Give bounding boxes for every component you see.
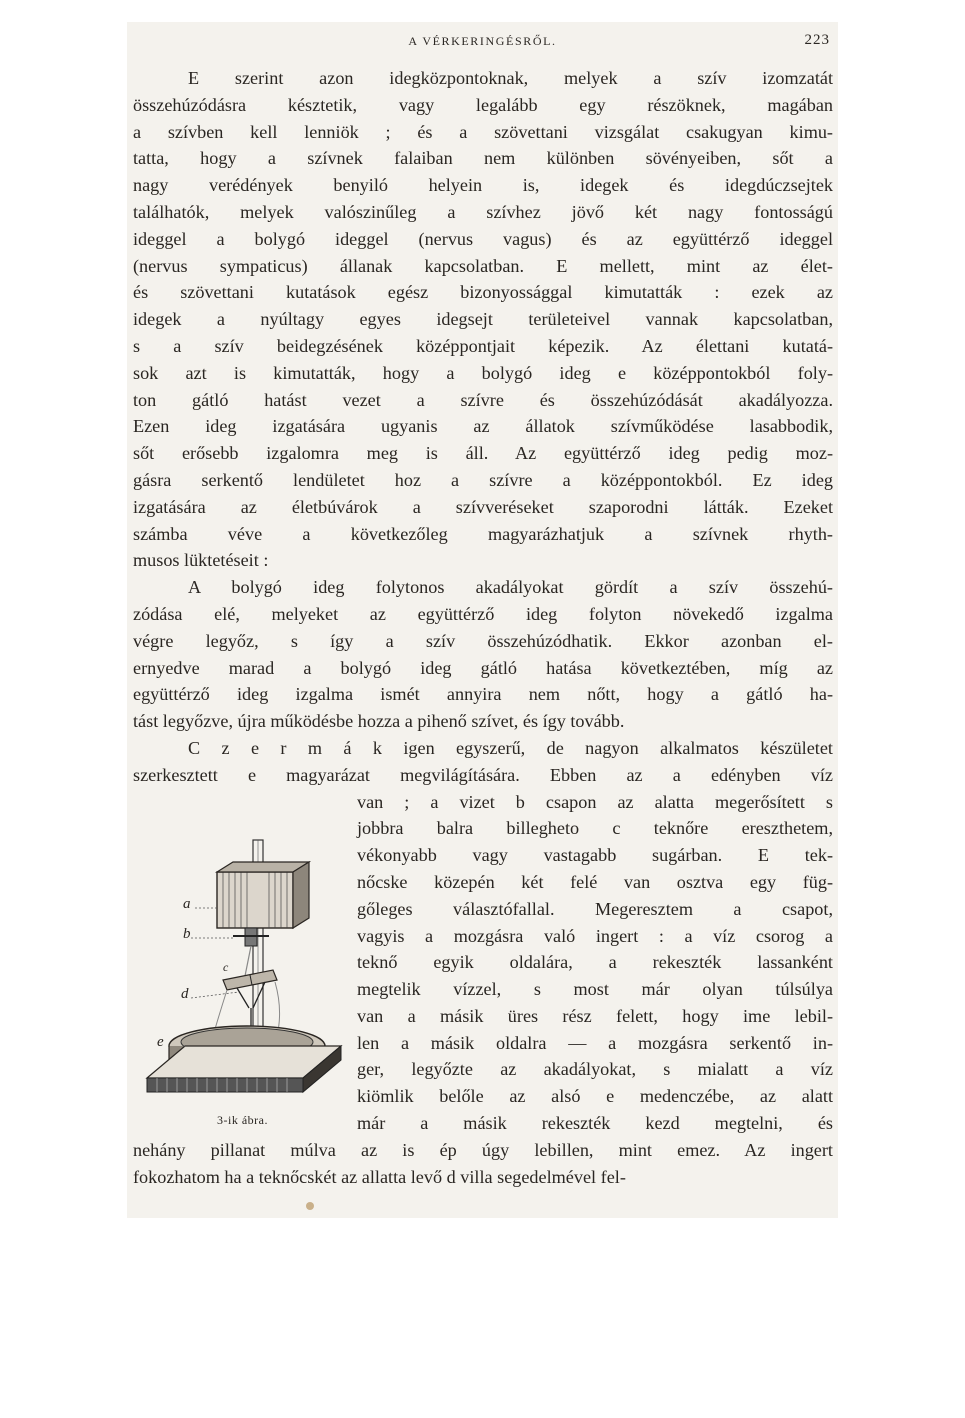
page-ornament [306, 1202, 314, 1210]
text-line: ger, legyőzte az akadályokat, s mialatt a víz [357, 1059, 833, 1080]
text-line: kiömlik belőle az alsó e medenczébe, az alatt [357, 1086, 833, 1107]
text-line: végre legyőz, s így a szív összehúzódhatik. Ekkor azonban el- [133, 630, 833, 651]
text-line: számba véve a következőleg magyarázhatjuk a szívnek rhyth- [133, 523, 833, 544]
text-line: vékonyabb vagy vastagabb sugárban. E tek- [357, 845, 833, 866]
text-line: len a másik oldalra — a mozgásra serkentő in- [357, 1032, 833, 1053]
figure-caption: 3-ik ábra. [217, 1113, 268, 1127]
text-line: teknő egyik oldalára, a rekeszték lassanként [357, 952, 833, 973]
figure-label-a: a [183, 896, 191, 912]
text-line: megtelik vízzel, s most már olyan túlsúlya [357, 979, 833, 1000]
text-line: Ezen ideg izgatására ugyanis az állatok szívműködése lasabbodik, [133, 416, 833, 437]
running-head [127, 30, 838, 54]
text-line: sőt erősebb izgalomra meg is áll. Az együttérző ideg pedig moz- [133, 443, 833, 464]
apparatus-illustration [127, 810, 349, 1110]
text-line: és szövettani kutatások egész bizonyossággal kimutatták : ezek az [133, 282, 833, 303]
book-page [127, 22, 838, 1218]
text-line: nőcske közepén két felé van osztva egy füg- [357, 871, 833, 892]
text-line: idegek a nyúltagy egyes idegsejt területeivel vannak kapcsolatban, [133, 309, 833, 330]
text-line: tást legyőzve, újra működésbe hozza a pihenő szívet, és így tovább. [133, 711, 625, 732]
text-line: musos lüktetéseit : [133, 550, 269, 571]
text-line: a szívben kell lenniök ; és a szövettani vizsgálat csakugyan kimu- [133, 121, 833, 142]
text-line: találhatók, melyek valószinűleg a szívhez jövő két nagy fontosságú [133, 201, 833, 222]
text-line: nagy verédények benyiló helyein is, idegek és idegdúczsejtek [133, 175, 833, 196]
text-line: izgatására az életbúvárok a szívveréseket szaporodni látták. Ezeket [133, 496, 833, 517]
text-line: E szerint azon idegközpontoknak, melyek a szív izomzatát [188, 68, 833, 88]
text-line: zódása elé, melyeket az együttérző ideg folyton növekedő izgalma [133, 603, 833, 624]
figure-3 [127, 810, 349, 1142]
text-line: ton gátló hatást vezet a szívre és összehúzódását akadályozza. [133, 389, 833, 410]
figure-label-e: e [157, 1034, 164, 1050]
figure-label-c: c [223, 960, 229, 974]
text-line: szerkesztett e magyarázat megvilágítására. Ebben az a edényben víz [133, 764, 833, 785]
text-line: már a másik rekeszték kezd megtelni, és [357, 1113, 833, 1134]
text-line: ideggel a bolygó ideggel (nervus vagus) és az együttérző ideggel [133, 228, 833, 249]
page-number: 223 [804, 32, 830, 48]
text-line: gőleges választófallal. Megeresztem a csapot, [357, 898, 833, 919]
text-line: C z e r m á k igen egyszerű, de nagyon alkalmatos készületet [188, 737, 833, 758]
text-line: A bolygó ideg folytonos akadályokat gördít a szív összehú- [188, 577, 833, 598]
text-line: sok azt is kimutatták, hogy a bolygó ideg e középpontokból foly- [133, 362, 833, 383]
text-line: tatta, hogy a szívnek falaiban nem különben sövényeiben, sőt a [133, 148, 833, 169]
text-line: együttérző ideg izgalma ismét annyira nem nőtt, hogy a gátló ha- [133, 684, 833, 705]
text-line: jobbra balra billegheto c teknőre ereszthetem, [357, 818, 833, 839]
text-line: van a másik üres rész felett, hogy ime lebil- [357, 1005, 833, 1026]
text-line: s a szív beidegzésének középpontjait képezik. Az élettani kutatá- [133, 335, 833, 356]
text-line: összehúzódásra késztetik, vagy legalább egy részöknek, magában [133, 94, 833, 115]
text-line: gásra serkentő lendületet hoz a szívre a középpontokból. Ez ideg [133, 469, 833, 490]
figure-label-b: b [183, 926, 191, 942]
figure-label-d: d [181, 986, 189, 1002]
text-line: ernyedve marad a bolygó ideg gátló hatása következtében, míg az [133, 657, 833, 678]
text-line: van ; a vizet b csapon az alatta megerősített s [357, 791, 833, 812]
text-line: vagyis a mozgásra való ingert : a víz csorog a [357, 925, 833, 946]
running-title: A VÉRKERINGÉSRŐL. [408, 34, 557, 48]
text-line: nehány pillanat múlva az is ép úgy lebillen, mint emez. Az ingert [133, 1139, 833, 1160]
text-line: (nervus sympaticus) állanak kapcsolatban. E mellett, mint az élet- [133, 255, 833, 276]
text-line: fokozhatom ha a teknőcskét az allatta levő d villa segedelmével fel- [133, 1166, 626, 1187]
